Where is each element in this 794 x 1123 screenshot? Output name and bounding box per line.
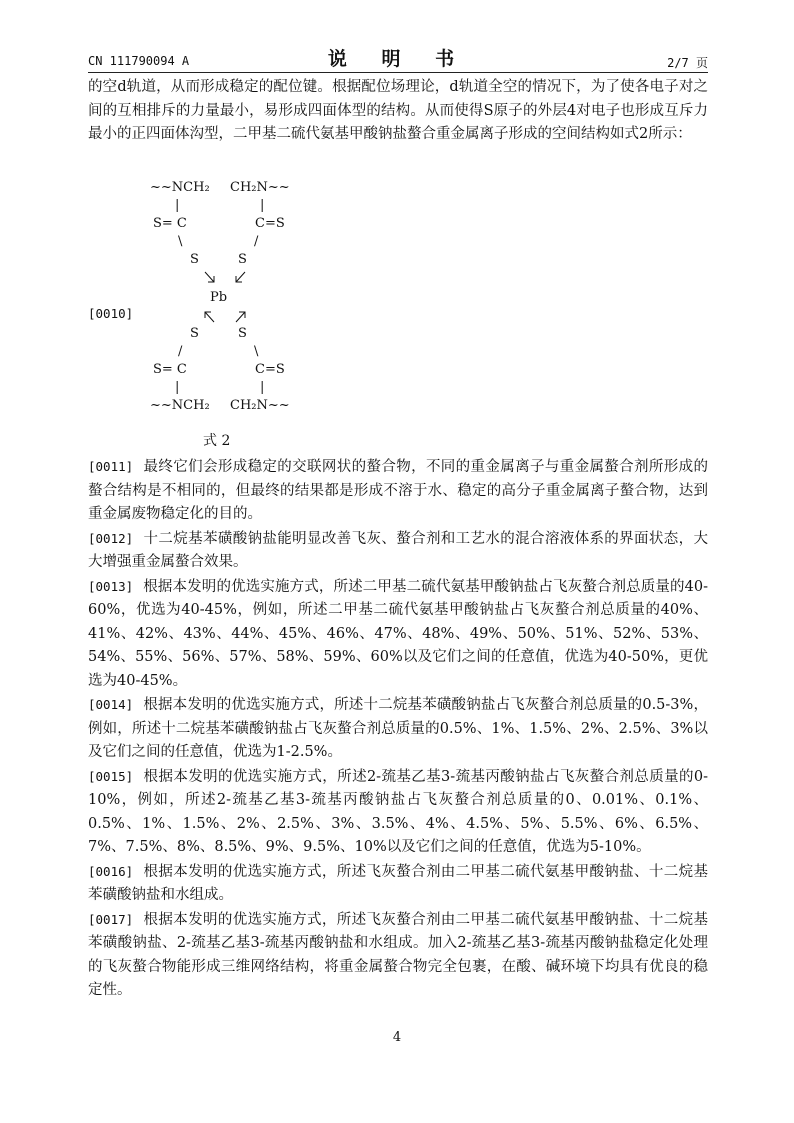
paragraph-text: 最终它们会形成稳定的交联网状的螯合物，不同的重金属离子与重金属螯合剂所形成的螯合结构是不相同的，但最终的结果都是形成不溶于水、稳定的高分子重金属离子螯合物，达到重金属废物稳定化的目的。: [88, 459, 708, 522]
intro-text: 的空d轨道，从而形成稳定的配位键。根据配位场理论，d轨道全空的情况下，为了使各电子对之间的互相排斥的力量最小，易形成四面体型的结构。从而使得S原子的外层4对电子也形成互斥力最小的正四面体沟型，二甲基二硫代氨基甲酸钠盐螯合重金属离子形成的空间结构如式2所示：: [88, 79, 708, 142]
paragraph-text: 根据本发明的优选实施方式，所述2-巯基乙基3-巯基丙酸钠盐占飞灰螯合剂总质量的0-10%，例如，所述2-巯基乙基3-巯基丙酸钠盐占飞灰螯合剂总质量的0、0.01%、0.1%、0.5%、1%、1.5%、2%、2.5%、3%、3.5%、4%、4.5%、5%、5.5%、6%、6.5%、7%、7.5%、8%、8.5%、9%、9.5%、10%以及它们之间的任意值，优选为5-10%。: [88, 768, 708, 855]
methylamino-group-bottom-left: ~~NCH₂: [150, 398, 210, 413]
paragraph-list: [88, 455, 708, 1003]
paragraph-0011: [88, 455, 708, 527]
thiocarbonyl-top-left: S= C: [153, 216, 187, 231]
sulfur-bottom-left: S: [190, 326, 199, 341]
paragraph-number: [0017]: [88, 911, 134, 927]
paragraph-0016: [88, 860, 708, 908]
bond-diag-bottom-right: \: [254, 344, 259, 359]
paragraph-number: [0012]: [88, 530, 134, 546]
header-rule: [88, 72, 708, 73]
paragraph-number: [0011]: [88, 459, 134, 474]
paragraph-text: 根据本发明的优选实施方式，所述十二烷基苯磺酸钠盐占飞灰螯合剂总质量的0.5-3%，例如，所述十二烷基苯磺酸钠盐占飞灰螯合剂总质量的0.5%、1%、1.5%、2%、2.5%、3%以及它们之间的任意值，优选为1-2.5%。: [88, 697, 708, 760]
paragraph-0014: [88, 693, 708, 765]
sulfur-top-left: S: [190, 252, 199, 267]
paragraph-0013: [88, 575, 708, 694]
sulfur-bottom-right: S: [238, 326, 247, 341]
lead-center-atom: Pb: [210, 290, 228, 305]
paragraph-number: [0015]: [88, 768, 134, 784]
methylamino-group-top-right: CH₂N~~: [230, 180, 290, 195]
chemical-structure-formula: [150, 176, 310, 452]
thiocarbonyl-bottom-right: C=S: [255, 362, 285, 377]
formula-caption: 式 2: [203, 433, 231, 449]
bond-diag-top-right: /: [254, 234, 259, 249]
page-indicator: 2/7 页: [667, 56, 708, 70]
sulfur-top-right: S: [238, 252, 247, 267]
paragraph-number: [0016]: [88, 863, 134, 879]
bond-diag-top-left: \: [178, 234, 183, 249]
bond-top-right: |: [260, 198, 265, 213]
paragraph-text: 十二烷基苯磺酸钠盐能明显改善飞灰、螯合剂和工艺水的混合溶液体系的界面状态，大大增强重金属螯合效果。: [88, 530, 708, 570]
paragraph-number-0010: [0010]: [88, 306, 134, 321]
page-header: [88, 44, 708, 70]
paragraph-text: 根据本发明的优选实施方式，所述飞灰螯合剂由二甲基二硫代氨基甲酸钠盐、十二烷基苯磺酸钠盐和水组成。: [88, 863, 708, 903]
methylamino-group-top-left: ~~NCH₂: [150, 180, 210, 195]
bond-bottom-left: |: [175, 380, 180, 395]
bond-top-left: |: [175, 198, 180, 213]
thiocarbonyl-top-right: C=S: [255, 216, 285, 231]
methylamino-group-bottom-right: CH₂N~~: [230, 398, 290, 413]
paragraph-text: 根据本发明的优选实施方式，所述飞灰螯合剂由二甲基二硫代氨基甲酸钠盐、十二烷基苯磺酸钠盐、2-巯基乙基3-巯基丙酸钠盐和水组成。加入2-巯基乙基3-巯基丙酸钠盐稳定化处理的飞灰螯合物能形成三维网络结构，将重金属螯合物完全包裹，在酸、碱环境下均具有优良的稳定性。: [88, 911, 708, 998]
paragraph-number: [0014]: [88, 697, 134, 712]
bond-bottom-right: |: [260, 380, 265, 395]
paragraph-number: [0013]: [88, 578, 134, 594]
patent-number: CN 111790094 A: [88, 54, 190, 68]
paragraph-0012: [88, 527, 708, 575]
intro-paragraph: [88, 76, 708, 147]
paragraph-text: 根据本发明的优选实施方式，所述二甲基二硫代氨基甲酸钠盐占飞灰螯合剂总质量的40-60%，优选为40-45%，例如，所述二甲基二硫代氨基甲酸钠盐占飞灰螯合剂总质量的40%、41%、42%、43%、44%、45%、46%、47%、48%、49%、50%、51%、52%、53%、54%、55%、56%、57%、58%、59%、60%以及它们之间的任意值，优选为40-50%，更优选为40-45%。: [88, 578, 708, 689]
paragraph-0017: [88, 908, 708, 1003]
document-type-title: 说 明 书: [327, 48, 469, 70]
thiocarbonyl-bottom-left: S= C: [153, 362, 187, 377]
paragraph-0015: [88, 765, 708, 860]
bond-diag-bottom-left: /: [178, 344, 183, 359]
page-number: 4: [392, 1030, 402, 1045]
